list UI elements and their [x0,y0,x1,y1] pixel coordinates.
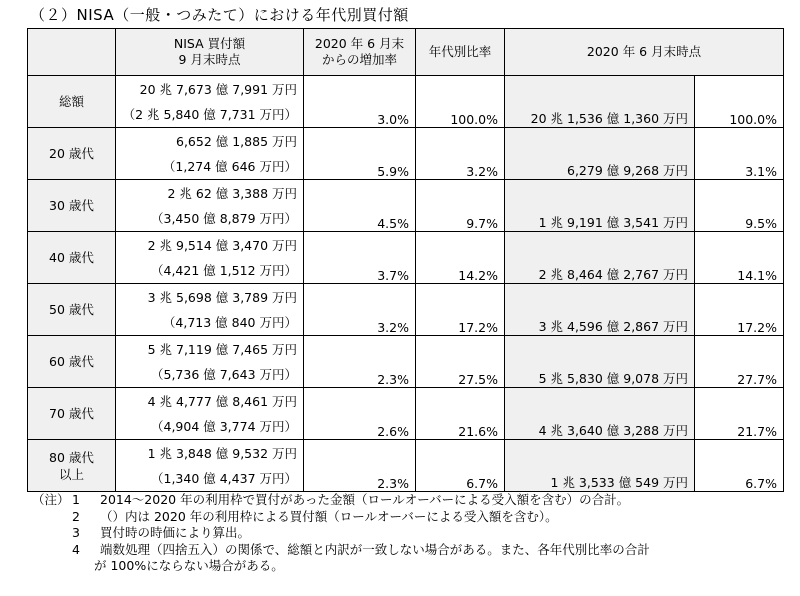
header-june: 2020 年 6 月末時点 [505,29,784,76]
table-row [28,388,784,440]
age-label: 50 歳代 [49,302,94,317]
amount-value: 3 兆 5,698 億 3,789 万円 [147,289,297,305]
amount-cell [116,128,304,180]
age-cell [28,284,116,336]
ratio-cell: 100.0% [416,76,505,128]
age-label: 30 歳代 [49,198,94,213]
amount-2020-value: （3,450 億 8,879 万円） [151,210,297,226]
age-label: 70 歳代 [49,406,94,421]
header-ratio: 年代別比率 [416,29,505,76]
june-ratio-cell: 17.2% [695,284,784,336]
ratio-cell: 14.2% [416,232,505,284]
note-number: 2 [72,508,80,524]
june-amount-cell: 6,279 億 9,268 万円 [505,128,695,180]
header-row [28,29,784,76]
amount-value: 4 兆 4,777 億 8,461 万円 [147,393,297,409]
ratio-cell: 9.7% [416,180,505,232]
june-ratio-cell: 100.0% [695,76,784,128]
table-row [28,284,784,336]
june-ratio-cell: 6.7% [695,440,784,492]
amount-cell [116,388,304,440]
nisa-age-table [27,28,784,492]
amount-cell [116,284,304,336]
age-cell [28,232,116,284]
amount-2020-value: （4,904 億 3,774 万円） [151,418,297,434]
header-age [28,29,116,76]
header-nisa-amount-line2: 9 月末時点 [178,52,241,67]
note-2 [32,509,650,526]
june-ratio-cell: 14.1% [695,232,784,284]
note-text: 買付時の時価により算出。 [100,525,251,540]
growth-cell: 2.3% [304,336,416,388]
amount-2020-value: （1,340 億 4,437 万円） [151,470,297,486]
amount-value: 1 兆 3,848 億 9,532 万円 [147,445,297,461]
note-number: 3 [72,525,80,540]
amount-2020-value: （4,713 億 840 万円） [162,314,297,330]
table-row [28,128,784,180]
amount-2020-value: （5,736 億 7,643 万円） [151,366,297,382]
amount-value: 5 兆 7,119 億 7,465 万円 [147,341,297,357]
june-amount-cell: 4 兆 3,640 億 3,288 万円 [505,388,695,440]
age-label: 60 歳代 [49,354,94,369]
note-number: 4 [72,541,80,557]
table-row [28,336,784,388]
growth-cell: 4.5% [304,180,416,232]
table-row [28,232,784,284]
age-label-2: 以上 [58,466,84,482]
age-cell [28,336,116,388]
header-nisa-amount-line1: NISA 買付額 [173,36,246,51]
june-amount-cell: 20 兆 1,536 億 1,360 万円 [505,76,695,128]
growth-cell: 3.0% [304,76,416,128]
june-ratio-cell: 27.7% [695,336,784,388]
june-amount-cell: 5 兆 5,830 億 9,078 万円 [505,336,695,388]
age-label: 総額 [58,94,84,109]
june-amount-cell: 3 兆 4,596 億 2,867 万円 [505,284,695,336]
amount-cell [116,336,304,388]
ratio-cell: 27.5% [416,336,505,388]
june-ratio-cell: 21.7% [695,388,784,440]
header-growth [304,29,416,76]
note-text: （）内は 2020 年の利用枠による買付額（ロールオーバーによる受入額を含む）。 [100,508,558,524]
june-ratio-cell: 3.1% [695,128,784,180]
note-3 [32,525,650,542]
ratio-cell: 3.2% [416,128,505,180]
note-1 [32,492,650,509]
amount-value: 2 兆 9,514 億 3,470 万円 [147,237,297,253]
age-label: 80 歳代 [49,449,94,465]
growth-cell: 3.2% [304,284,416,336]
age-cell [28,440,116,492]
amount-value: 2 兆 62 億 3,388 万円 [167,185,297,201]
age-cell [28,180,116,232]
table-row [28,440,784,492]
age-label: 20 歳代 [49,146,94,161]
june-amount-cell: 2 兆 8,464 億 2,767 万円 [505,232,695,284]
amount-cell [116,76,304,128]
ratio-cell: 21.6% [416,388,505,440]
amount-value: 20 兆 7,673 億 7,991 万円 [139,81,297,97]
age-cell [28,76,116,128]
note-label: （注） [32,492,70,507]
note-4 [32,542,650,559]
growth-cell: 2.6% [304,388,416,440]
growth-cell: 3.7% [304,232,416,284]
header-nisa-amount [116,29,304,76]
age-label: 40 歳代 [49,250,94,265]
table-row [28,76,784,128]
amount-2020-value: （1,274 億 646 万円） [162,158,297,174]
amount-value: 6,652 億 1,885 万円 [176,133,297,149]
amount-cell [116,232,304,284]
june-amount-cell: 1 兆 3,533 億 549 万円 [505,440,695,492]
note-text: 端数処理（四捨五入）の関係で、総額と内訳が一致しない場合がある。また、各年代別比率の合計 [100,541,650,557]
note-number: 1 [72,492,80,507]
header-growth-line1: 2020 年 6 月末 [314,36,405,51]
amount-cell [116,440,304,492]
page-title: （２）NISA（一般・つみたて）における年代別買付額 [30,6,409,24]
amount-2020-value: （2 兆 5,840 億 7,731 万円） [122,106,297,122]
notes [32,492,650,575]
age-cell [28,128,116,180]
june-amount-cell: 1 兆 9,191 億 3,541 万円 [505,180,695,232]
ratio-cell: 17.2% [416,284,505,336]
amount-2020-value: （4,421 億 1,512 万円） [151,262,297,278]
growth-cell: 2.3% [304,440,416,492]
ratio-cell: 6.7% [416,440,505,492]
june-ratio-cell: 9.5% [695,180,784,232]
amount-cell [116,180,304,232]
table-row [28,180,784,232]
growth-cell: 5.9% [304,128,416,180]
header-growth-line2: からの増加率 [321,52,397,67]
note-4-continuation: が 100%にならない場合がある。 [94,558,284,573]
age-cell [28,388,116,440]
note-text: 2014～2020 年の利用枠で買付があった金額（ロールオーバーによる受入額を含む）の合計。 [100,492,630,507]
